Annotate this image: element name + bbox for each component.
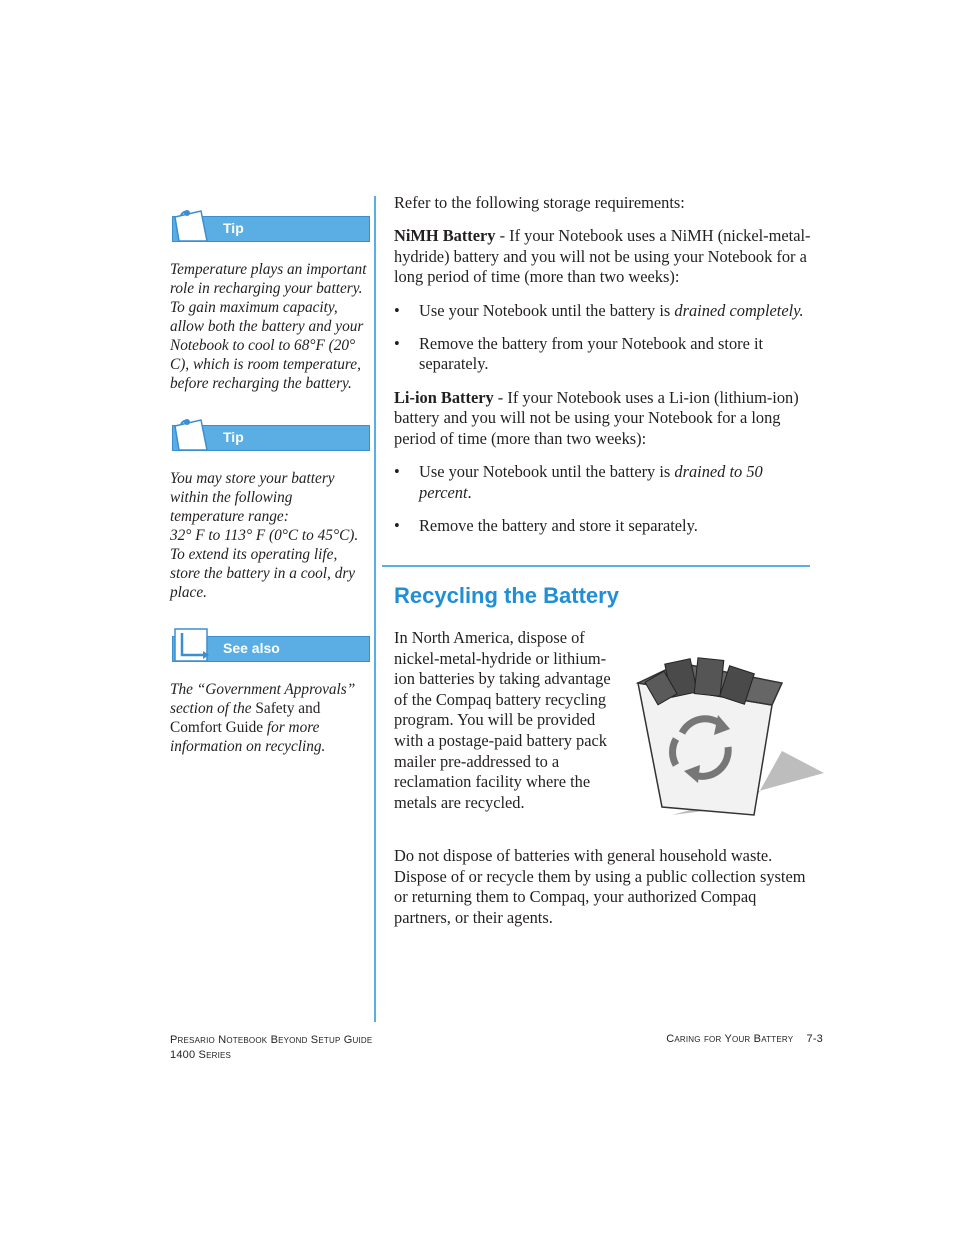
- liion-title: Li-ion Battery: [394, 387, 494, 407]
- nimh-text: - If your Notebook uses a NiMH (nickel-metal-hydride) battery and you will not be using your Notebook for a long period of time (more than two weeks):: [394, 226, 811, 287]
- tip-label: Tip: [223, 220, 244, 236]
- liion-paragraph: [394, 388, 824, 450]
- list-item: [394, 516, 824, 537]
- see-also-text-c: for more information on recycling.: [170, 719, 326, 755]
- page-number: 7-3: [806, 1033, 823, 1045]
- tip-storage-range: 32° F to 113° F (0°C to 45°C).: [170, 527, 359, 544]
- corner-arrow-icon: [173, 627, 211, 663]
- tip-callout-bar: [172, 425, 370, 451]
- recycle-bin-illustration: [632, 655, 827, 820]
- bullet-dot: •: [394, 461, 400, 481]
- list-item: [394, 462, 799, 503]
- bullet-emphasis: drained to 50 percent: [419, 461, 763, 502]
- see-also-text-a: The “Government Approvals” section of the: [170, 681, 356, 717]
- nimh-title: NiMH Battery: [394, 226, 496, 246]
- bullet-text: Use your Notebook until the battery is: [419, 461, 675, 481]
- footer-chapter: [666, 1033, 823, 1045]
- footer-series-line: 1400 Series: [170, 1049, 232, 1061]
- footer-book-title: [170, 1033, 372, 1063]
- bullet-text: Remove the battery from your Notebook and store it separately.: [419, 333, 764, 374]
- footer-title-line: Presario Notebook Beyond Setup Guide: [170, 1034, 373, 1046]
- see-also-text: [170, 680, 370, 756]
- sidebar: [170, 196, 370, 756]
- footer-section-name: Caring for Your Battery: [666, 1033, 794, 1045]
- recycling-paragraph-1: In North America, dispose of nickel-metal-hydride or lithium-ion batteries by taking advantage of the Compaq battery recycling program. You will be provided with a postage-paid battery pack mailer pre-addressed to a reclamation facility where the metals are recycled.: [394, 628, 611, 812]
- list-item: [394, 301, 824, 322]
- see-also-callout-bar: [172, 636, 370, 662]
- vertical-divider: [374, 196, 376, 1022]
- bullet-text: Remove the battery and store it separately.: [419, 515, 698, 535]
- bullet-emphasis: drained completely.: [674, 300, 804, 320]
- tip-callout-bar: [172, 216, 370, 242]
- note-pin-icon: [173, 205, 213, 243]
- storage-requirements: [394, 193, 824, 549]
- see-also-label: See also: [223, 640, 280, 656]
- bullet-text: Use your Notebook until the battery is: [419, 300, 675, 320]
- bullet-dot: •: [394, 333, 400, 353]
- section-divider: [382, 565, 810, 567]
- safety-comfort-guide-title: Safety and Comfort Guide: [170, 700, 321, 736]
- section-title: Recycling the Battery: [394, 583, 619, 608]
- liion-text: - If your Notebook uses a Li-ion (lithium-ion) battery and you will not be using your Notebook for a long period of time (more than two weeks):: [394, 387, 799, 448]
- tip-storage-line: To extend its operating life, store the battery in a cool, dry place.: [170, 546, 356, 601]
- tip-text-storage: [170, 469, 370, 602]
- list-item: [394, 334, 779, 375]
- intro-text: Refer to the following storage requirements:: [394, 193, 685, 212]
- tip-storage-line: You may store your battery within the following temperature range:: [170, 470, 335, 525]
- recycling-paragraph-2: Do not dispose of batteries with general household waste. Dispose of or recycle them by using a public collection system or returning them to Compaq, your authorized Compaq partners, or their agents.: [394, 846, 806, 927]
- note-pin-icon: [173, 414, 213, 452]
- bullet-dot: •: [394, 300, 400, 320]
- nimh-paragraph: [394, 226, 824, 288]
- tip-label: Tip: [223, 429, 244, 445]
- bullet-dot: •: [394, 515, 400, 535]
- tip-text-temperature: Temperature plays an important role in recharging your battery. To gain maximum capacity, allow both the battery and your Notebook to cool to 68°F (20° C), which is room temperature, before recharging the battery.: [170, 261, 367, 392]
- bullet-text: .: [467, 482, 472, 502]
